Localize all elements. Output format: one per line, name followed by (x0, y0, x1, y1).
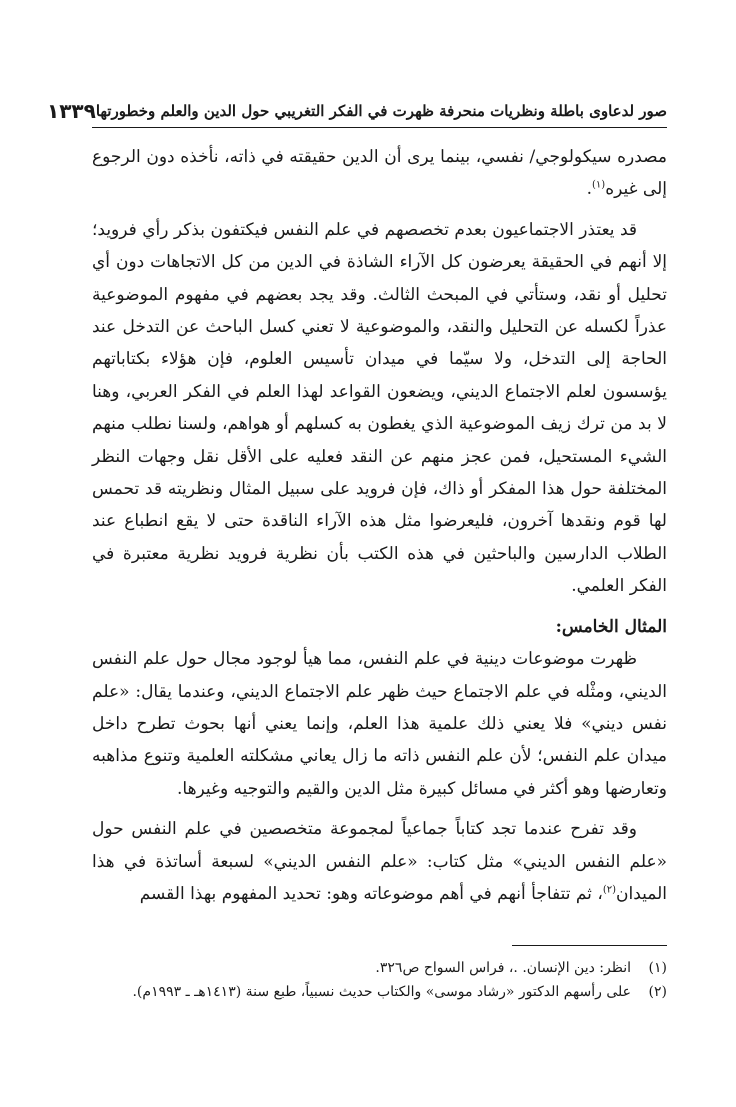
footnote-1-text: انظر: دين الإنسان. .، فراس السواح ص٣٢٦. (375, 960, 631, 976)
paragraph-collective-book-text: وقد تفرح عندما تجد كتاباً جماعياً لمجموعة متخصصين في علم النفس حول «علم النفس الديني» مثل كتاب: «علم النفس الديني» لسبعة أساتذة في هذا الميدان (92, 819, 667, 904)
paragraph-continuation (92, 141, 667, 206)
footnotes (92, 956, 667, 1004)
section-heading: المثال الخامس: (555, 616, 667, 637)
running-header-title: صور لدعاوى باطلة ونظريات منحرفة ظهرت في الفكر التغريبي حول الدين والعلم وخطورتها (95, 102, 667, 120)
footnote-1-number: (١) (648, 960, 667, 976)
footnote-divider (512, 945, 667, 946)
paragraph-continuation-end: . (586, 179, 593, 200)
footnote-ref-1[interactable]: (١) (592, 179, 606, 191)
page-number: ١٣٣٩ (46, 99, 96, 123)
paragraph-collective-book (92, 813, 667, 910)
footnote-1 (92, 956, 667, 980)
footnote-2-text: على رأسهم الدكتور «رشاد موسى» والكتاب حديث نسبياً، طبع سنة (١٤١٣هـ ـ ١٩٩٣م). (132, 984, 631, 1000)
paragraph-religious-psychology: ظهرت موضوعات دينية في علم النفس، مما هيأ لوجود مجال حول علم النفس الديني، ومثْله في علم الاجتماع حيث ظهر علم الاجتماع الديني، وعندما يقال: «علم نفس ديني» فلا يعني ذلك علمية هذا العلم، وإنما يعني أنها بحوث تطرح داخل ميدان علم النفس؛ لأن علم النفس ذاته ما زال يعاني مشكلته العلمية وتنوع مذاهبه وتعارضها وهو أكثر في مسائل كبيرة مثل الدين والقيم والتوجيه وغيرها. (92, 649, 667, 799)
header-divider (92, 127, 667, 128)
footnote-2 (92, 980, 667, 1004)
paragraph-continuation-text: مصدره سيكولوجي/ نفسي، بينما يرى أن الدين حقيقته في ذاته، نأخذه دون الرجوع إلى غيره (92, 147, 667, 200)
footnote-2-number: (٢) (648, 984, 667, 1000)
paragraph-sociologists: قد يعتذر الاجتماعيون بعدم تخصصهم في علم النفس فيكتفون بذكر رأي فرويد؛ إلا أنهم في الحقيقة يعرضون كل الآراء الشاذة في الدين من كل الاتجاهات دون أي تحليل أو نقد، وستأتي في المبحث الثالث. وقد يجد بعضهم في مفهوم الموضوعية عذراً لكسله عن التحليل والنقد، والموضوعية لا تعني كسل الباحث عن التدخل عند الحاجة إلى التدخل، ولا سيّما في ميدان تأسيس العلوم، فإن هؤلاء بكتاباتهم يؤسسون لعلم الاجتماع الديني، ويضعون القواعد لهذا العلم في الفكر العربي، وهنا لا بد من ترك زيف الموضوعية الذي يغطون به كسلهم أو هواهم، ولسنا نطلب منهم الشيء المستحيل، فمن عجز منهم عن النقد فعليه على الأقل نقل وجهات النظر المختلفة حول هذا المفكر أو ذاك، فإن فرويد على سبيل المثال ونظريته قد تحمس لها قوم ونقدها آخرون، فليعرضوا مثل هذه الآراء الناقدة حتى لا يقع انطباع عند الطلاب الدارسين والباحثين في هذه الكتب بأن نظرية فرويد نظرية معتبرة في الفكر العلمي. (92, 219, 667, 597)
body-text (92, 141, 667, 910)
footnote-ref-2[interactable]: (٢) (602, 884, 616, 896)
paragraph-collective-book-end: ، ثم تتفاجأ أنهم في أهم موضوعاته وهو: تحديد المفهوم بهذا القسم (139, 883, 603, 904)
running-header (46, 92, 667, 123)
